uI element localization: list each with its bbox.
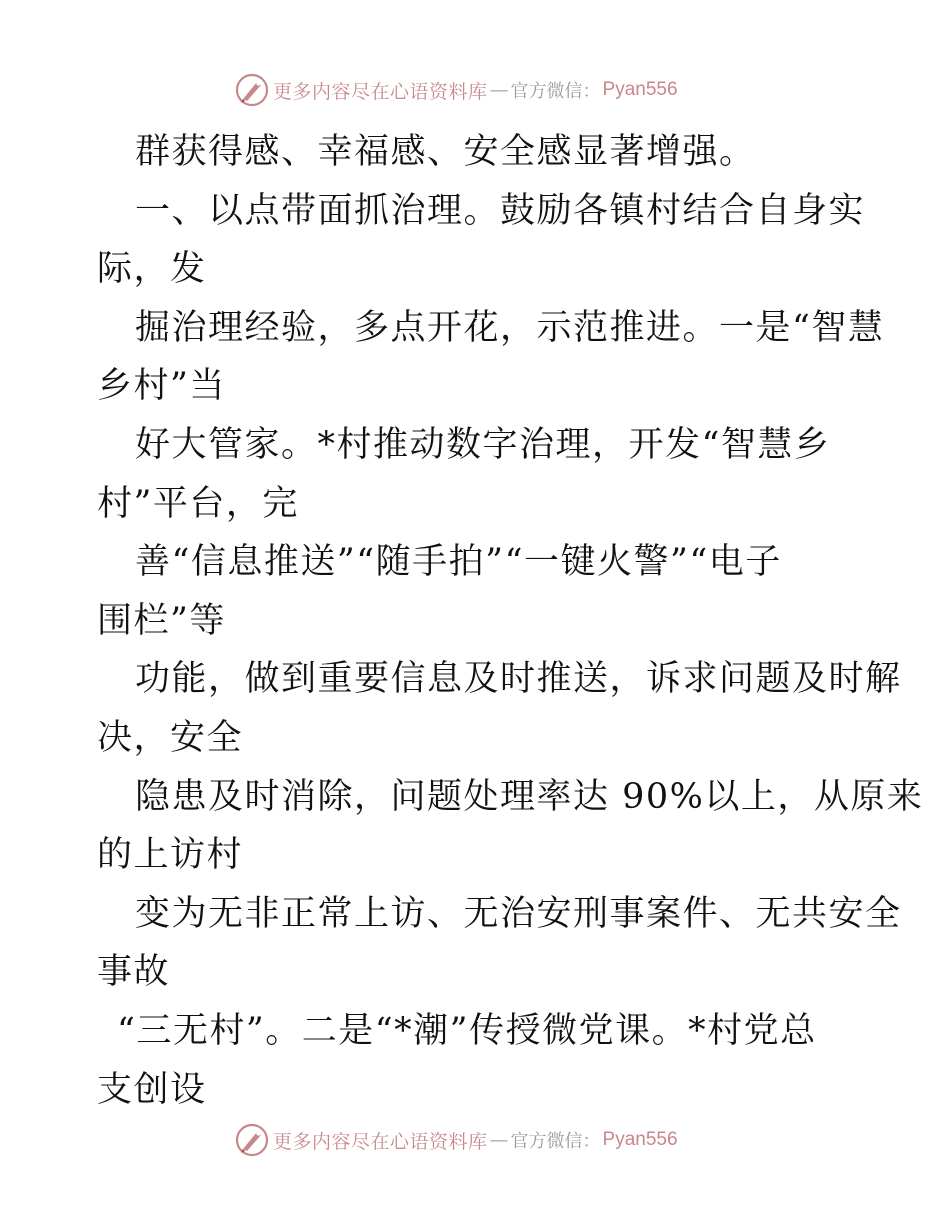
pen-logo-icon: [235, 73, 269, 107]
body-text: [97, 123, 924, 1119]
text-line: 掘治理经验，多点开花，示范推进。一是“智慧: [135, 307, 885, 348]
text-line: 围栏”等: [97, 600, 226, 641]
text-line: 的上访村: [97, 835, 244, 876]
text-line: 支创设: [97, 1069, 207, 1110]
watermark-wechat-label: 官方微信：: [510, 81, 601, 102]
text-line: 群获得感、幸福感、安全感显著增强。: [135, 132, 756, 172]
text-line: 变为无非正常上访、无治安刑事案件、无共安全: [135, 893, 902, 934]
watermark-wechat-id: Pyan556: [602, 1129, 678, 1150]
watermark-separator: —: [489, 79, 509, 101]
text-line: 际，发: [97, 249, 207, 290]
watermark-wechat-id: Pyan556: [602, 79, 678, 100]
text-line: 事故: [97, 952, 171, 993]
text-line: 功能，做到重要信息及时推送，诉求问题及时解: [135, 659, 902, 700]
watermark-label: 更多内容尽在心语资料库: [273, 1130, 488, 1153]
watermark-separator: —: [489, 1129, 509, 1151]
watermark-label: 更多内容尽在心语资料库: [273, 80, 488, 103]
text-line: 好大管家。*村推动数字治理，开发“智慧乡: [135, 424, 831, 465]
header-watermark: [235, 72, 678, 108]
text-line: 善“信息推送”“随手拍”“一键火警”“电子: [135, 542, 782, 583]
text-line: 决，安全: [97, 717, 244, 758]
text-line: 隐患及时消除，问题处理率达 90%以上，从原来: [135, 776, 924, 817]
pen-logo-icon: [235, 1123, 269, 1157]
text-line: 一、以点带面抓治理。鼓励各镇村结合自身实: [135, 190, 866, 231]
text-line: “三无村”。二是“*潮”传授微党课。*村党总: [117, 1010, 817, 1051]
footer-watermark: [235, 1122, 678, 1158]
watermark-wechat-label: 官方微信：: [510, 1131, 601, 1152]
text-line: 村”平台，完: [97, 483, 299, 524]
text-line: 乡村”当: [97, 366, 226, 407]
